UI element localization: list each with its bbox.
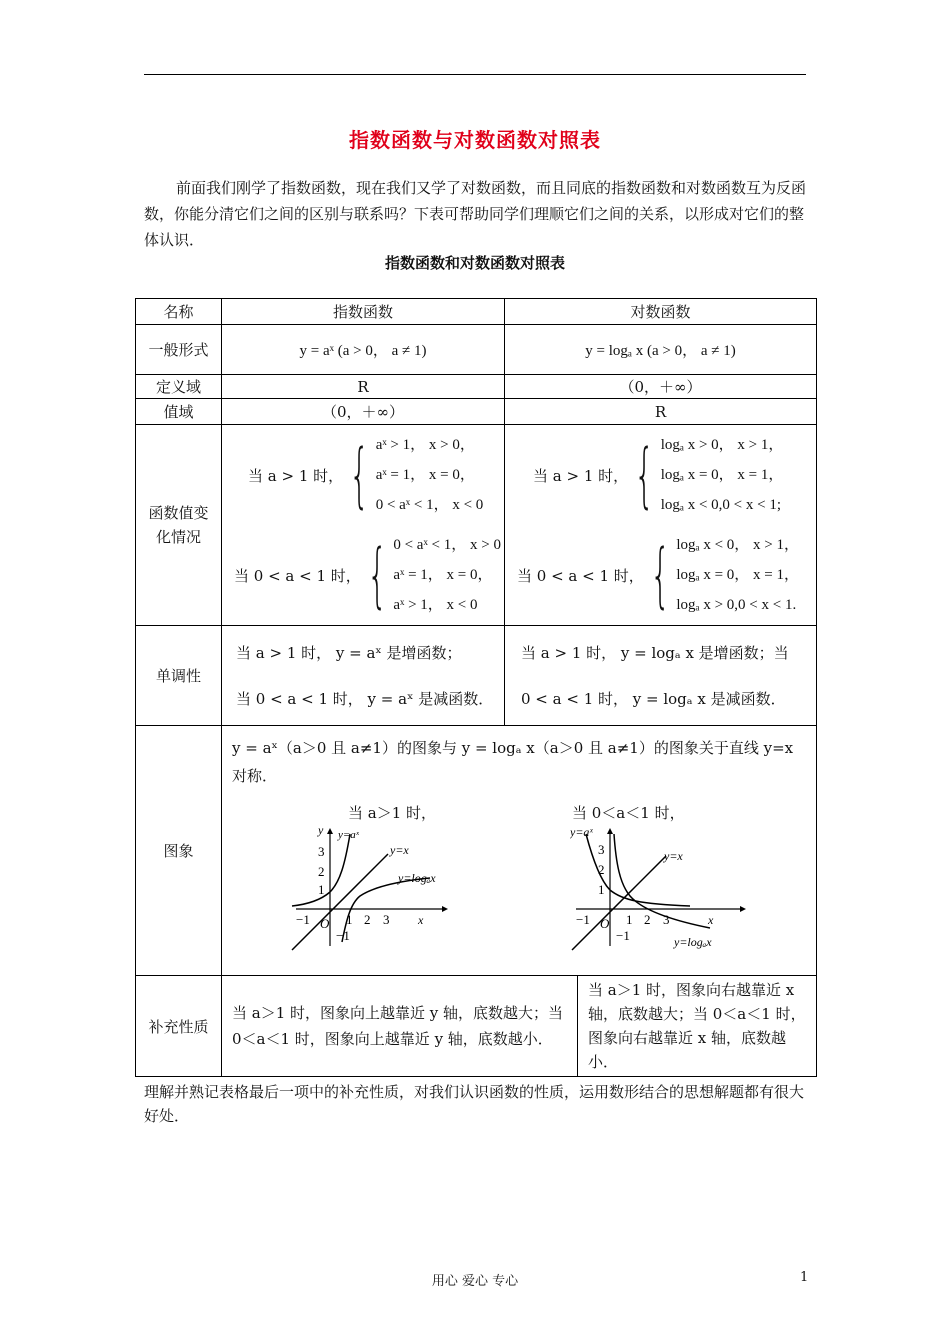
supplement-label: 补充性质: [136, 976, 222, 1077]
exp-case2-cond: 当 0 < a < 1 时，: [234, 566, 361, 585]
y-axis-arrow-icon: [327, 828, 333, 834]
graph-desc: [222, 726, 816, 790]
tick-x3: 3: [663, 912, 670, 927]
tick-yneg1: −1: [616, 928, 630, 943]
graph-label: 图象: [136, 726, 222, 976]
monotonicity-log: [505, 626, 817, 726]
table-title: 指数函数和对数函数对照表: [384, 254, 565, 272]
monotonicity-exp-line2: 当 0 < a < 1 时， y = aˣ 是减函数．: [236, 689, 494, 708]
header-name: 名称: [136, 299, 222, 325]
general-form-log: y = logₐ x (a > 0， a ≠ 1): [505, 325, 817, 375]
domain-label: 定义域: [136, 375, 222, 399]
monotonicity-log-line2: 0 < a < 1 时， y = logₐ x 是减函数．: [521, 689, 786, 708]
log-case2-cond: 当 0 < a < 1 时，: [517, 566, 644, 585]
label-yx: y=x: [390, 843, 409, 857]
tick-x2: 2: [644, 912, 651, 927]
y-axis-arrow-icon: [607, 828, 613, 834]
domain-exp: R: [222, 375, 505, 399]
brace-icon: {: [367, 534, 388, 616]
supplement-row: [136, 976, 817, 1077]
tick-2: 2: [598, 862, 605, 877]
general-form-label: 一般形式: [136, 325, 222, 375]
monotonicity-row: [136, 626, 817, 726]
monotonicity-log-line1: 当 a > 1 时， y = logₐ x 是增函数；当: [521, 643, 789, 662]
page-title: 指数函数与对数函数对照表: [349, 128, 601, 152]
graph-row: [136, 726, 817, 976]
header-row: [136, 299, 817, 325]
variation-label: [136, 425, 222, 626]
exp-case2: [222, 525, 504, 625]
page-number: 1: [800, 1270, 809, 1285]
comparison-table: [135, 298, 817, 1077]
graph-desc-line1: y = aˣ（a＞0 且 a≠1）的图象与 y = logₐ x（a＞0 且 a≠1）的图象关于直线 y=x: [232, 739, 794, 757]
footer-slogan: 用心 爱心 专心: [431, 1274, 519, 1289]
right-caption: 当 0＜a＜1 时，: [572, 804, 685, 822]
top-rule: [144, 74, 806, 75]
graph-a-greater-1: [290, 824, 470, 954]
log-case2: [505, 525, 816, 625]
tick-1: 1: [318, 882, 325, 897]
graph-a-less-1: [570, 824, 770, 954]
supplement-exp: 当 a＞1 时，图象向上越靠近 y 轴，底数越大；当 0＜a＜1 时，图象向上越靠近 y 轴，底数越小．: [232, 1004, 564, 1048]
tick-3: 3: [318, 844, 325, 859]
tick-x3: 3: [383, 912, 390, 927]
header-log: 对数函数: [505, 299, 817, 325]
left-caption: 当 a＞1 时，: [348, 804, 437, 822]
exp-case1-cond: 当 a > 1 时，: [248, 466, 344, 485]
range-row: [136, 399, 817, 425]
variation-label-text: 函数值变化情况: [148, 504, 209, 546]
label-y: y: [318, 824, 324, 837]
tick-x2: 2: [364, 912, 371, 927]
graph-cell: [222, 726, 817, 976]
log-case1-line: logₐ x < 0,0 < x < 1;: [660, 497, 782, 513]
log-case1-cond: 当 a > 1 时，: [533, 466, 629, 485]
exp-case2-line: aˣ > 1， x < 0: [393, 597, 478, 613]
x-axis-arrow-icon: [740, 906, 746, 912]
tick-3: 3: [598, 842, 605, 857]
intro-paragraph: [144, 175, 809, 253]
label-log: y=logₐx: [398, 871, 436, 885]
label-y: y=aˣ: [570, 825, 593, 839]
log-case1-lines: [661, 430, 784, 520]
range-label: 值域: [136, 399, 222, 425]
exp-case1-line: 0 < aˣ < 1， x < 0: [375, 497, 484, 513]
label-log: y=logₐx: [674, 935, 712, 949]
general-form-row: [136, 325, 817, 375]
tick-yneg1: −1: [336, 928, 350, 943]
origin: O: [600, 916, 610, 931]
exp-case2-lines: [393, 530, 501, 620]
intro-text: 前面我们刚学了指数函数，现在我们又学了对数函数，而且同底的指数函数和对数函数互为反函数，你能分清它们之间的区别与联系吗？下表可帮助同学们理顺它们之间的关系，以形成对它们的整体认识．: [144, 179, 807, 249]
exp-case2-line: 0 < aˣ < 1， x > 0: [393, 537, 501, 553]
tick-neg1: −1: [576, 912, 590, 927]
exp-case1-lines: [376, 430, 484, 520]
exp-case1-line: aˣ = 1， x = 0，: [375, 467, 475, 483]
log-case1: [505, 425, 816, 525]
range-log: R: [505, 399, 817, 425]
label-exp: y=aˣ: [338, 829, 359, 841]
supplement-log: 当 a＞1 时，图象向右越靠近 x 轴，底数越大；当 0＜a＜1 时，图象向右越靠近 x 轴，底数越小．: [577, 976, 816, 1076]
variation-log: [505, 425, 817, 626]
log-case2-lines: [676, 530, 799, 620]
range-exp: （0，＋∞）: [222, 399, 505, 425]
header-exp: 指数函数: [222, 299, 505, 325]
monotonicity-exp-line1: 当 a > 1 时， y = aˣ 是增函数；: [236, 643, 462, 662]
closing-paragraph: 理解并熟记表格最后一项中的补充性质，对我们认识函数的性质，运用数形结合的思想解题都有很大好处．: [144, 1083, 805, 1125]
log-case1-line: logₐ x = 0， x = 1，: [660, 467, 784, 483]
tick-x1: 1: [626, 912, 633, 927]
log-case2-line: logₐ x < 0， x > 1，: [676, 537, 800, 553]
monotonicity-exp: [222, 626, 505, 726]
brace-icon: {: [634, 434, 655, 516]
tick-x1: 1: [346, 912, 353, 927]
graph-desc-line2: 对称．: [232, 767, 278, 785]
label-yx: y=x: [664, 849, 683, 863]
variation-exp: [222, 425, 505, 626]
label-x: x: [708, 913, 714, 927]
supplement-cell: [222, 976, 817, 1077]
exp-case1: [222, 425, 504, 525]
tick-neg1: −1: [296, 912, 310, 927]
domain-log: （0，＋∞）: [505, 375, 817, 399]
label-x: x: [418, 913, 424, 927]
general-form-exp: y = aˣ (a > 0， a ≠ 1): [222, 325, 505, 375]
tick-2: 2: [318, 864, 325, 879]
origin: O: [320, 916, 330, 931]
supplement-split: [222, 976, 816, 1076]
log-case2-line: logₐ x > 0,0 < x < 1.: [676, 597, 797, 613]
variation-row: [136, 425, 817, 626]
x-axis-arrow-icon: [442, 906, 448, 912]
tick-1: 1: [598, 882, 605, 897]
exp-case2-line: aˣ = 1， x = 0，: [393, 567, 493, 583]
exp-case1-line: aˣ > 1， x > 0，: [375, 437, 475, 453]
brace-icon: {: [650, 534, 671, 616]
brace-icon: {: [349, 434, 370, 516]
log-case1-line: logₐ x > 0， x > 1，: [660, 437, 784, 453]
monotonicity-label: 单调性: [136, 626, 222, 726]
domain-row: [136, 375, 817, 399]
log-case2-line: logₐ x = 0， x = 1，: [676, 567, 800, 583]
